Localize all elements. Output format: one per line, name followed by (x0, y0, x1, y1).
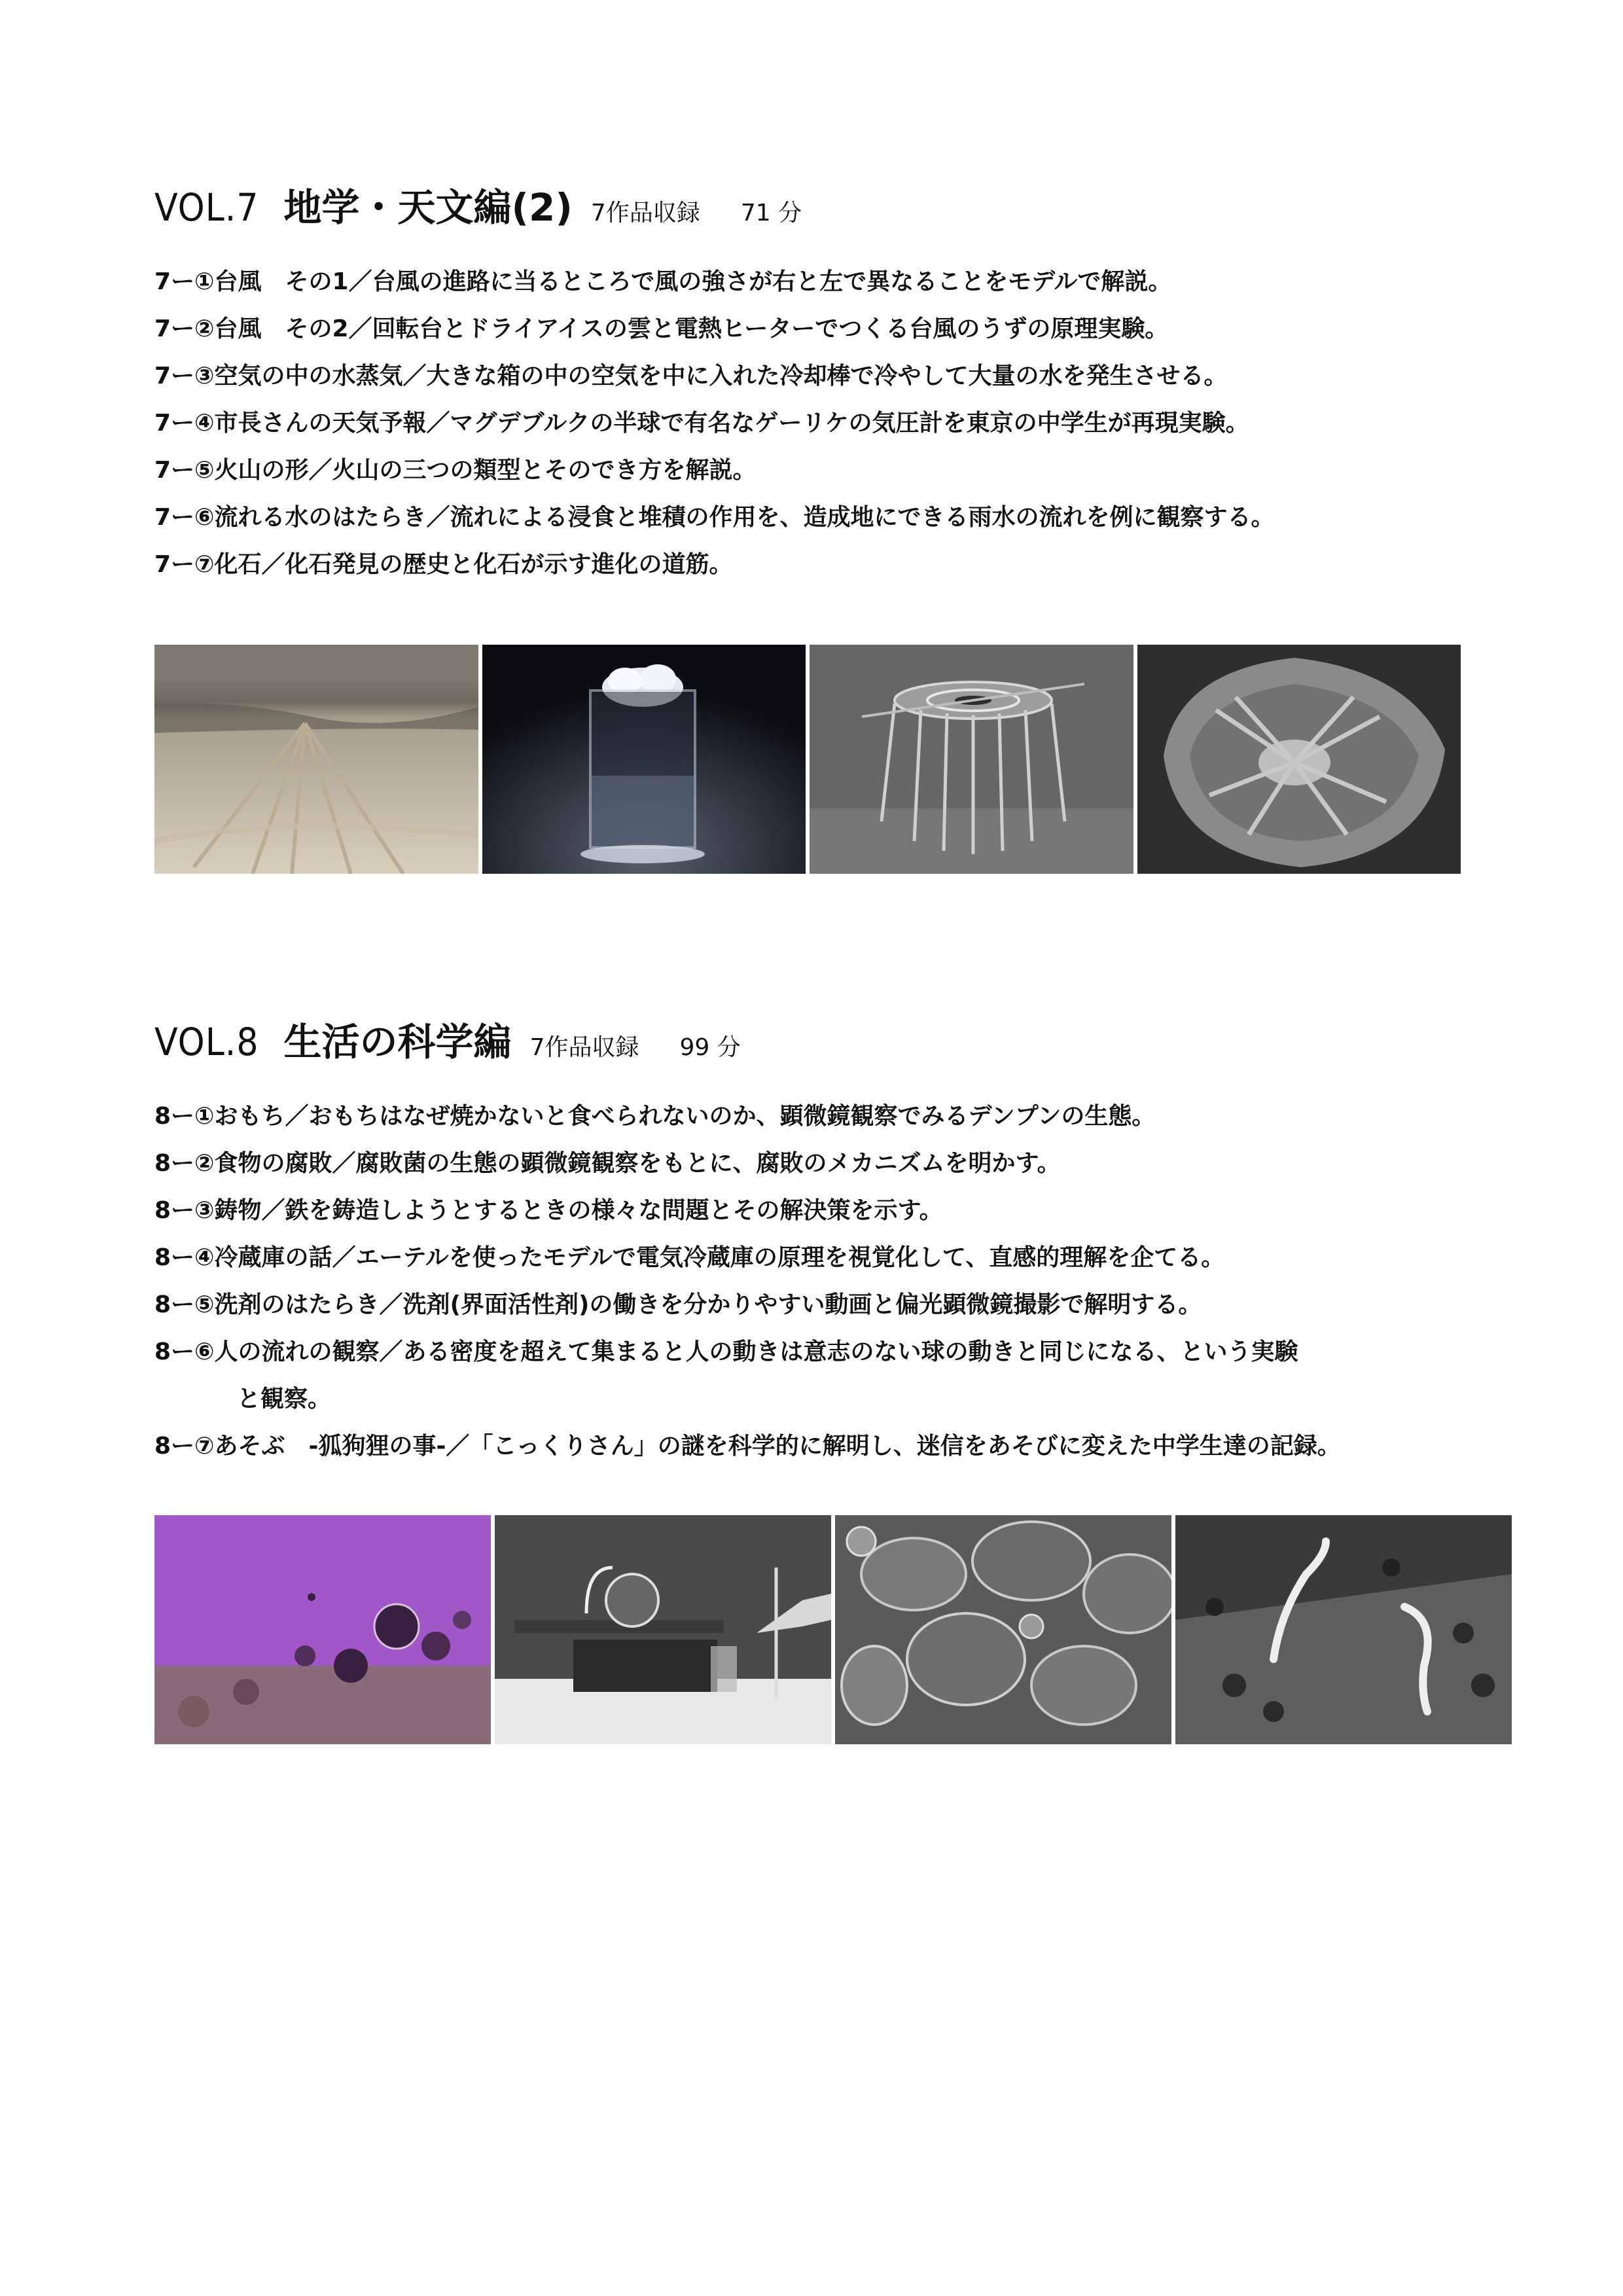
vol7-minutes: 71 分 (740, 200, 802, 226)
vol8-count: 7作品収録 (529, 1034, 639, 1061)
list-item: 7ー⑦化石／化石発見の歴史と化石が示す進化の道筋。 (154, 551, 733, 578)
lab-apparatus-photo (495, 1515, 831, 1744)
microscope-purple-photo (154, 1515, 491, 1744)
erosion-sand-photo (154, 645, 478, 874)
list-item: 8ー①おもち／おもちはなぜ焼かないと食べられないのか、顕微鏡観察でみるデンプンの生態。 (154, 1103, 1156, 1130)
vol8-image-strip (154, 1515, 1512, 1744)
list-item: 7ー④市長さんの天気予報／マグデブルクの半球で有名なゲーリケの気圧計を東京の中学生が再現実験。 (154, 410, 1249, 437)
list-item-text: 8ー⑥人の流れの観察／ある密度を超えて集まると人の動きは意志のない球の動きと同じになる、という実験 (154, 1338, 1298, 1365)
vol7-count: 7作品収録 (590, 200, 700, 226)
typhoon-model-apparatus-photo (810, 645, 1133, 874)
vol8-minutes: 99 分 (679, 1034, 741, 1061)
vol7-item-list (154, 259, 1489, 588)
vol8-label: VOL.8 (154, 1020, 259, 1064)
list-item: 7ー⑥流れる水のはたらき／流れによる浸食と堆積の作用を、造成地にできる雨水の流れを例に観察する。 (154, 504, 1275, 531)
list-item: 8ー②食物の腐敗／腐敗菌の生態の顕微鏡観察をもとに、腐敗のメカニズムを明かす。 (154, 1150, 1061, 1177)
fossil-photo (1137, 645, 1461, 874)
vol7-label: VOL.7 (154, 185, 259, 230)
list-item: 8ー⑦あそぶ -狐狗狸の事-／「こっくりさん」の謎を科学的に解明し、迷信をあそびに変えた中学生達の記録。 (154, 1433, 1341, 1460)
vol8-title: 生活の科学編 (283, 1020, 512, 1064)
list-item: 7ー①台風 その1／台風の進路に当るところで風の強さが右と左で異なることをモデルで解説。 (154, 268, 1172, 295)
list-item: 8ー⑤洗剤のはたらき／洗剤(界面活性剤)の働きを分かりやすい動画と偏光顕微鏡撮影で解明する。 (154, 1291, 1202, 1318)
cells-micrograph-photo (835, 1515, 1171, 1744)
list-item: 7ー③空気の中の水蒸気／大きな箱の中の空気を中に入れた冷却棒で冷やして大量の水を発生させる。 (154, 363, 1228, 389)
list-item: 8ー④冷蔵庫の話／エーテルを使ったモデルで電気冷蔵庫の原理を視覚化して、直感的理解を企てる。 (154, 1244, 1225, 1271)
vol8-heading (154, 1011, 741, 1066)
vol7-heading (154, 177, 802, 232)
vol7-title: 地学・天文編(2) (283, 185, 573, 230)
vol8-item-list (154, 1093, 1489, 1470)
crowd-flow-photo (1175, 1515, 1512, 1744)
list-item (154, 1329, 1489, 1423)
beaker-dry-ice-photo (482, 645, 806, 874)
list-item: 8ー③鋳物／鉄を鋳造しようとするときの様々な問題とその解決策を示す。 (154, 1197, 943, 1224)
list-item: 7ー②台風 その2／回転台とドライアイスの雲と電熱ヒーターでつくる台風のうずの原理実験。 (154, 315, 1169, 342)
list-item-continuation: と観察。 (237, 1386, 332, 1412)
list-item: 7ー⑤火山の形／火山の三つの類型とそのでき方を解説。 (154, 457, 757, 484)
vol7-image-strip (154, 645, 1461, 874)
